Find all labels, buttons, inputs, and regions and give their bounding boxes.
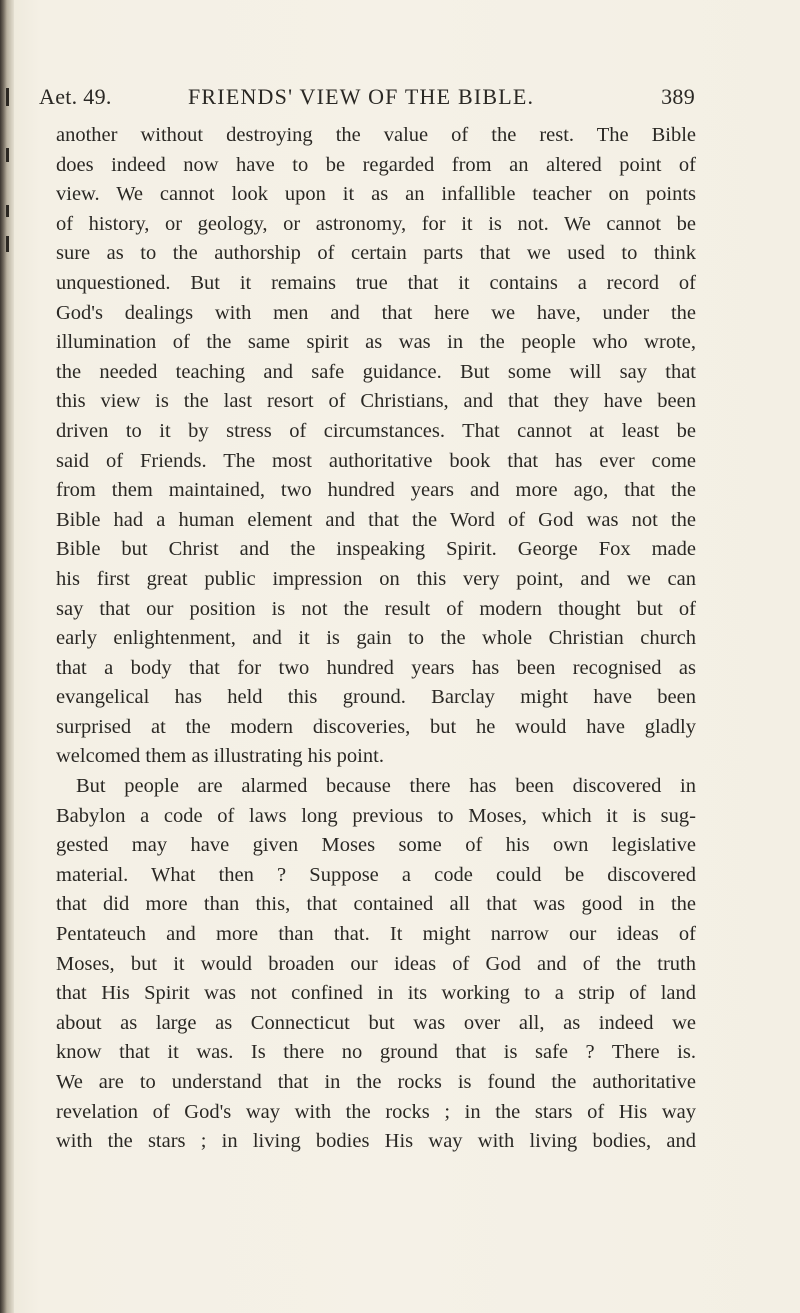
text-line: Babylon a code of laws long previous to Moses, which it is sug- xyxy=(56,804,696,827)
text-line: his first great public impression on this very point, and we can xyxy=(56,567,696,590)
text-line: surprised at the modern discoveries, but he would have gladly xyxy=(56,715,696,738)
text-line: that His Spirit was not confined in its working to a strip of land xyxy=(56,982,696,1005)
binding-mark xyxy=(6,88,9,106)
running-head-title: FRIENDS' VIEW OF THE BIBLE. xyxy=(188,84,535,109)
text-line: say that our position is not the result of modern thought but of xyxy=(56,597,696,620)
text-line: that a body that for two hundred years has been recognised as xyxy=(56,656,696,679)
text-line: sure as to the authorship of certain parts that we used to think xyxy=(56,242,696,265)
text-line: gested may have given Moses some of his own legislative xyxy=(56,834,696,857)
body-text xyxy=(56,121,696,1157)
text-line: Moses, but it would broaden our ideas of God and of the truth xyxy=(56,952,696,975)
text-line: God's dealings with men and that here we have, under the xyxy=(56,301,696,324)
text-line: Bible had a human element and that the Word of God was not the xyxy=(56,508,696,531)
page-gutter-shadow xyxy=(0,0,14,1313)
text-line: We are to understand that in the rocks is found the authoritative xyxy=(56,1071,696,1093)
text-line: But people are alarmed because there has been discovered in xyxy=(76,775,696,798)
text-line: of history, or geology, or astronomy, for it is not. We cannot be xyxy=(56,212,696,235)
text-line: this view is the last resort of Christians, and that they have been xyxy=(56,390,696,413)
text-line: view. We cannot look upon it as an infallible teacher on points xyxy=(56,183,696,206)
text-line: driven to it by stress of circumstances. That cannot at least be xyxy=(56,419,696,442)
text-line: the needed teaching and safe guidance. But some will say that xyxy=(56,360,696,383)
text-line: material. What then ? Suppose a code could be discovered xyxy=(56,863,696,886)
binding-mark xyxy=(6,236,9,252)
text-line: said of Friends. The most authoritative book that has ever come xyxy=(56,449,696,472)
text-line: about as large as Connecticut but was over all, as indeed we xyxy=(56,1011,696,1034)
page-number: 389 xyxy=(661,84,695,109)
running-head xyxy=(39,84,695,114)
text-line: Pentateuch and more than that. It might narrow our ideas of xyxy=(56,923,696,946)
text-line: early enlightenment, and it is gain to the whole Christian church xyxy=(56,627,696,650)
text-line: know that it was. Is there no ground that is safe ? There is. xyxy=(56,1041,696,1064)
text-line: Bible but Christ and the inspeaking Spirit. George Fox made xyxy=(56,538,696,561)
binding-mark xyxy=(6,205,9,217)
text-line: unquestioned. But it remains true that it contains a record of xyxy=(56,271,696,294)
text-line: that did more than this, that contained all that was good in the xyxy=(56,893,696,916)
text-line: revelation of God's way with the rocks ; in the stars of His way xyxy=(56,1100,696,1123)
text-line: from them maintained, two hundred years and more ago, that the xyxy=(56,479,696,502)
text-line: another without destroying the value of the rest. The Bible xyxy=(56,124,696,146)
text-line: does indeed now have to be regarded from an altered point of xyxy=(56,153,696,176)
running-head-left: Aet. 49. xyxy=(39,84,112,109)
text-line: welcomed them as illustrating his point. xyxy=(56,745,384,768)
binding-mark xyxy=(6,148,9,162)
text-line: with the stars ; in living bodies His way with living bodies, and xyxy=(56,1130,696,1153)
text-line: evangelical has held this ground. Barclay might have been xyxy=(56,686,696,709)
text-line: illumination of the same spirit as was in the people who wrote, xyxy=(56,331,696,354)
